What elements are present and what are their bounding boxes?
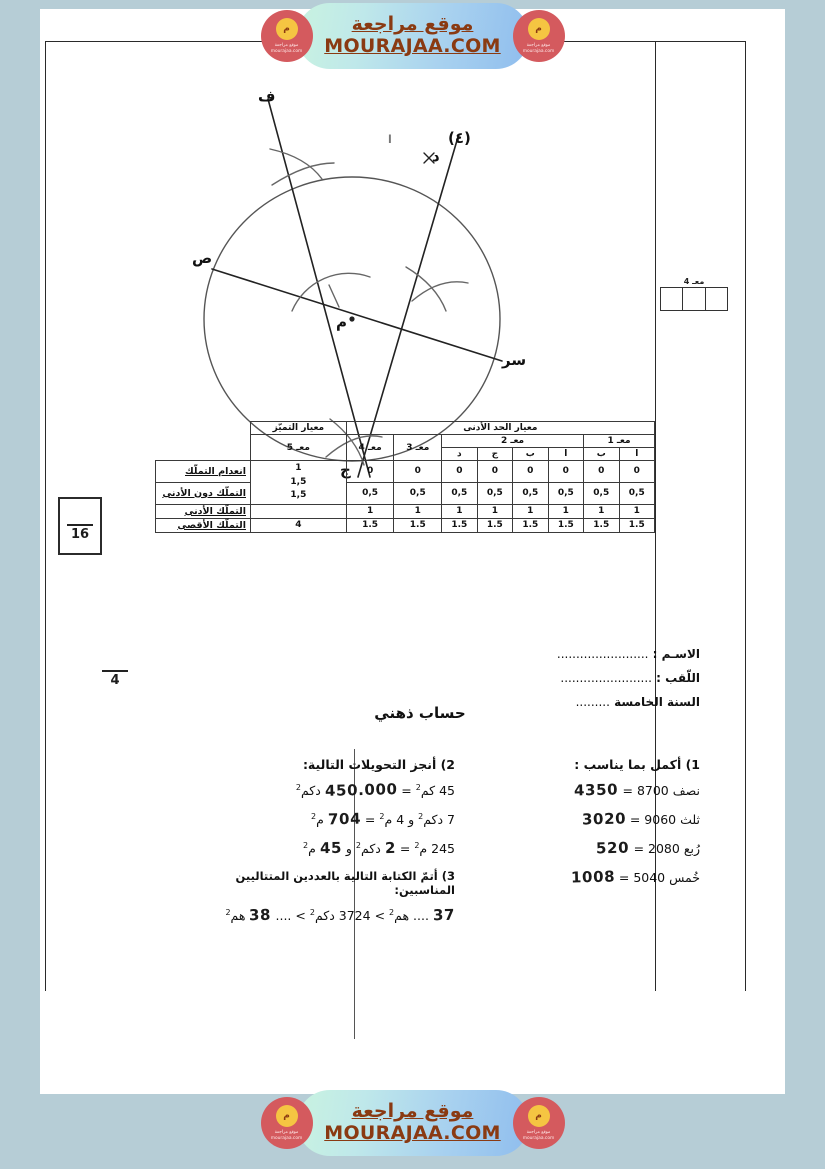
rubric-cell[interactable]: 0,5: [442, 482, 477, 504]
ex2-mid: و 4 م: [384, 812, 415, 827]
ex2-left-exp: 2: [415, 782, 421, 792]
rubric-cell[interactable]: 0,5: [513, 482, 548, 504]
figure-label-jim: ج: [340, 461, 351, 479]
exercise-1-item: [490, 839, 700, 857]
rubric-row: [156, 461, 655, 483]
ex2-left: 245 م: [419, 841, 455, 856]
rubric-cell[interactable]: 1: [584, 504, 619, 518]
rubric-criterion: التملّك الأدنى: [156, 504, 251, 518]
figure-label-a-small: ا: [388, 133, 392, 146]
ex1-equals: =: [633, 841, 645, 856]
ex1-answer[interactable]: 520: [596, 838, 630, 858]
ex2-tail-exp: 2: [302, 840, 309, 850]
tick-mark-sad: [329, 285, 339, 307]
rubric-cell[interactable]: 1: [442, 504, 477, 518]
rubric-group-3: معـ 3: [394, 435, 442, 461]
ex1-prefix: ثلث: [680, 812, 700, 827]
ex2-answer[interactable]: 704: [327, 809, 362, 829]
surname-label: اللّقب :: [656, 671, 700, 685]
rubric-group-2: معـ 2: [442, 435, 584, 448]
rubric-cell[interactable]: 1: [513, 504, 548, 518]
ex1-prefix: نصف: [672, 783, 700, 798]
identity-block: [557, 647, 700, 719]
ex2-right: دكم: [361, 841, 381, 856]
ex2-tail-answer[interactable]: 45: [319, 838, 343, 858]
rubric-blank-cell: [251, 504, 347, 518]
logo-caption-ar-right: موقع مراجعة: [526, 42, 551, 48]
rubric-group-5: معـ 5: [251, 435, 347, 461]
rubric-group-4: معـ 4: [346, 435, 394, 461]
compass-arc-3: [406, 267, 446, 311]
rubric-cell[interactable]: 0,5: [548, 482, 583, 504]
ex3-answer-right[interactable]: 37: [432, 905, 456, 925]
ex3-middle: 3724 دكم: [314, 908, 371, 923]
logo-caption-ar-bottom-left: موقع مراجعة: [274, 1129, 299, 1135]
ex2-right-exp: 2: [355, 840, 361, 850]
rubric-cell[interactable]: 1: [346, 504, 394, 518]
score-denominator-4: 4: [110, 673, 120, 688]
logo-mark-left: م: [276, 18, 298, 40]
figure-label-seen: سر: [502, 351, 527, 369]
rubric-cell[interactable]: 1.5: [477, 518, 512, 532]
ex3-dots-left: ....: [275, 908, 292, 923]
rubric-cell[interactable]: 1.5: [346, 518, 394, 532]
logo-mark-right: م: [528, 18, 550, 40]
center-point: [349, 316, 354, 321]
scan-content: [40, 9, 785, 1094]
ex1-answer[interactable]: 3020: [581, 809, 627, 829]
rubric-cell[interactable]: 0: [584, 461, 619, 483]
exercise-2-item: [225, 839, 455, 857]
rubric-cell[interactable]: 0: [477, 461, 512, 483]
rubric-cell[interactable]: 1.5: [513, 518, 548, 532]
exercise-2: [225, 757, 455, 868]
watermark-banner-top: [0, 0, 825, 72]
grade-label: السنة الخامسة: [614, 695, 700, 709]
rubric-sub-a1: ا: [619, 448, 654, 461]
watermark-arabic-top: موقع مراجعة: [351, 13, 474, 36]
grade-grid-cell[interactable]: [705, 288, 727, 310]
compass-arc-2: [272, 163, 334, 185]
name-input[interactable]: ........................: [556, 647, 649, 661]
mourajaa-logo-left: [261, 10, 313, 62]
rubric-header-row-1: [156, 422, 655, 435]
scanned-worksheet: [40, 9, 785, 1094]
ex3-sign-right: >: [374, 908, 386, 923]
exercise-1-item: [490, 781, 700, 799]
rubric-table: [155, 421, 655, 533]
exercise-1: [490, 757, 700, 897]
ex3-dots-right: ....: [413, 908, 429, 923]
grade-grid-block: [660, 277, 728, 311]
ex2-answer[interactable]: 450.000: [324, 780, 398, 800]
rubric-cell[interactable]: 1.5: [584, 518, 619, 532]
ex1-operand: 2080: [648, 841, 680, 856]
rubric-sub-b2: ب: [513, 448, 548, 461]
ex2-left-exp: 2: [414, 840, 420, 850]
logo-caption-en-left: mourajaa.com: [270, 48, 303, 54]
rubric-cell[interactable]: 0: [394, 461, 442, 483]
watermark-pill-bottom: [297, 1090, 529, 1156]
ex1-operand: 9060: [644, 812, 677, 827]
exercise-3-line: [215, 906, 455, 924]
rubric-cell[interactable]: 0,5: [584, 482, 619, 504]
rubric-criterion-header: [156, 435, 251, 461]
logo-caption-right: [523, 43, 555, 55]
rubric-row: [156, 482, 655, 504]
ex2-left: 7 دكم: [423, 812, 455, 827]
exercise-2-heading: 2) أنجز التحويلات التالية:: [302, 757, 455, 772]
name-label: الاسـم :: [652, 647, 700, 661]
rubric-row: [156, 518, 655, 532]
rubric-excellence-cell[interactable]: 4: [251, 518, 347, 532]
ex1-answer[interactable]: 4350: [574, 780, 619, 800]
exercise-1-heading: 1) أكمل بما يناسب :: [574, 757, 700, 772]
rubric-cell[interactable]: 1: [619, 504, 654, 518]
ex3-sign-left: >: [295, 908, 306, 923]
excellence-value-2: 1,5: [290, 476, 307, 487]
mourajaa-logo-bottom-left: [261, 1097, 313, 1149]
logo-caption-bottom-right: [523, 1130, 555, 1142]
figure-label-center: م: [336, 313, 347, 331]
watermark-banner-bottom: [0, 1087, 825, 1159]
angle-arc: [292, 273, 370, 311]
logo-caption-ar-left: موقع مراجعة: [274, 42, 299, 48]
grade-grid-cell[interactable]: [682, 288, 704, 310]
rubric-cell[interactable]: 1.5: [548, 518, 583, 532]
grade-grid-cells[interactable]: [660, 287, 728, 311]
ex1-equals: =: [618, 870, 630, 885]
score-denominator-16: 16: [70, 527, 90, 542]
grade-grid-cell[interactable]: [661, 288, 682, 310]
rubric-cell[interactable]: 0,5: [394, 482, 442, 504]
grade-input[interactable]: .........: [575, 695, 610, 709]
ex3-unit-left: هم: [230, 908, 246, 923]
ex2-left: 45 كم: [420, 783, 455, 798]
ex2-equals: =: [401, 783, 412, 798]
surname-input[interactable]: ........................: [560, 671, 652, 685]
ex3-unit-left-exp: 2: [225, 907, 231, 917]
rubric-sub-b1: ب: [584, 448, 619, 461]
ex1-answer[interactable]: 1008: [570, 867, 616, 887]
ex3-answer-left[interactable]: 38: [249, 905, 272, 925]
rubric-criterion: التملّك الأقصى: [156, 518, 251, 532]
exercise-2-item: [225, 781, 455, 799]
grade-row: [557, 695, 700, 709]
excellence-value-3: 1,5: [290, 490, 307, 500]
ex2-right: م: [316, 812, 324, 827]
rubric-excellence-cell[interactable]: [251, 461, 347, 505]
score-fraction-4-block[interactable]: [102, 657, 128, 687]
rubric-cell[interactable]: 1: [394, 504, 442, 518]
logo-mark-bottom-left: م: [276, 1105, 298, 1127]
ex2-right: دكم: [300, 783, 321, 798]
ex3-unit-hm-exp: 2: [389, 907, 395, 917]
logo-caption-en-bottom-right: mourajaa.com: [522, 1135, 555, 1141]
ex1-operand: 5040: [633, 870, 666, 885]
mourajaa-logo-bottom-right: [513, 1097, 565, 1149]
exercise-1-item: [490, 810, 700, 828]
rubric-group-1: معـ 1: [584, 435, 655, 448]
rubric-cell[interactable]: 0: [346, 461, 394, 483]
score-fraction-16: [67, 511, 93, 541]
rubric-cell[interactable]: 0,5: [477, 482, 512, 504]
rubric-cell[interactable]: 1.5: [442, 518, 477, 532]
logo-caption-en-bottom-left: mourajaa.com: [270, 1135, 303, 1141]
diameter-sad-seen: [212, 269, 502, 361]
compass-arc-1: [270, 149, 322, 179]
logo-caption-bottom-left: [271, 1130, 303, 1142]
mourajaa-logo-right: [513, 10, 565, 62]
rubric-cell[interactable]: 0: [548, 461, 583, 483]
rubric-sub-a2: ا: [548, 448, 583, 461]
surname-row: [557, 671, 700, 685]
rubric-header-excellence: معيار التميّز: [251, 422, 347, 435]
rubric-cell[interactable]: 1.5: [394, 518, 442, 532]
ex3-unit-hm: هم: [394, 908, 410, 923]
logo-caption-left: [271, 43, 303, 55]
name-row: [557, 647, 700, 661]
rubric-row: [156, 504, 655, 518]
ex1-prefix: خُمس: [669, 870, 700, 885]
ex2-tail-join: و: [345, 841, 352, 856]
exercise-1-item: [490, 868, 700, 886]
ex2-right-exp: 2: [295, 782, 301, 792]
ex1-operand: 8700: [636, 783, 669, 798]
figure-label-d: د: [432, 147, 440, 165]
excellence-value-1: 1: [295, 463, 302, 473]
ex2-answer[interactable]: 2: [384, 838, 397, 858]
ex2-right-exp: 2: [310, 811, 317, 821]
figure-label-delta: (٤): [448, 129, 471, 147]
rubric-cell[interactable]: 0,5: [346, 482, 394, 504]
ex2-mid-exp: 2: [379, 811, 385, 821]
fraction-bar-icon: [102, 670, 128, 672]
rubric-criterion: التملّك دون الأدنى: [156, 482, 251, 504]
score-box-16[interactable]: [58, 497, 102, 555]
watermark-arabic-bottom: موقع مراجعة: [351, 1100, 474, 1123]
logo-mark-bottom-right: م: [528, 1105, 550, 1127]
rubric-cell[interactable]: 0: [619, 461, 654, 483]
rubric-sub-c2: ج: [477, 448, 512, 461]
rubric-cell[interactable]: 1.5: [619, 518, 654, 532]
rubric-header-minimum: معيار الحد الأدنى: [346, 422, 654, 435]
rubric-cell[interactable]: 1: [548, 504, 583, 518]
ex1-equals: =: [622, 783, 633, 798]
rubric-corner-empty: [156, 422, 251, 435]
figure-label-sad: ص: [192, 249, 213, 267]
rubric-cell[interactable]: 0: [513, 461, 548, 483]
logo-caption-en-right: mourajaa.com: [522, 48, 555, 54]
watermark-domain-bottom: MOURAJAA.COM: [324, 1122, 501, 1144]
ex1-equals: =: [629, 812, 641, 827]
ex2-equals: =: [399, 841, 411, 856]
score-fraction-4: [102, 657, 128, 687]
fraction-bar-icon: [67, 524, 93, 526]
grade-grid-title: معـ 4: [683, 277, 705, 286]
watermark-domain-top: MOURAJAA.COM: [324, 35, 501, 57]
ex3-middle-exp: 2: [309, 907, 315, 917]
logo-caption-ar-bottom-right: موقع مراجعة: [526, 1129, 551, 1135]
ex1-prefix: رُبع: [683, 841, 700, 856]
exercise-2-item: [225, 810, 455, 828]
rubric-cell[interactable]: 1: [477, 504, 512, 518]
exercise-3-heading: 3) أتمّ الكتابة التالية بالعددين المتتاليين المناسبين:: [235, 869, 455, 897]
rubric-criterion: انعدام التملّك: [156, 461, 251, 483]
section-title: حساب ذهني: [374, 704, 466, 722]
ex2-tail-unit: م: [308, 841, 316, 856]
rubric-sub-d2: د: [442, 448, 477, 461]
ex2-left-exp: 2: [418, 811, 424, 821]
ex2-equals: =: [364, 812, 376, 827]
figure-label-fa: ف: [258, 87, 276, 105]
exercise-3: [215, 869, 455, 935]
rubric-cell[interactable]: 0: [442, 461, 477, 483]
watermark-pill-top: [297, 3, 529, 69]
rubric-header-row-2: [156, 435, 655, 448]
rubric-cell[interactable]: 0,5: [619, 482, 654, 504]
